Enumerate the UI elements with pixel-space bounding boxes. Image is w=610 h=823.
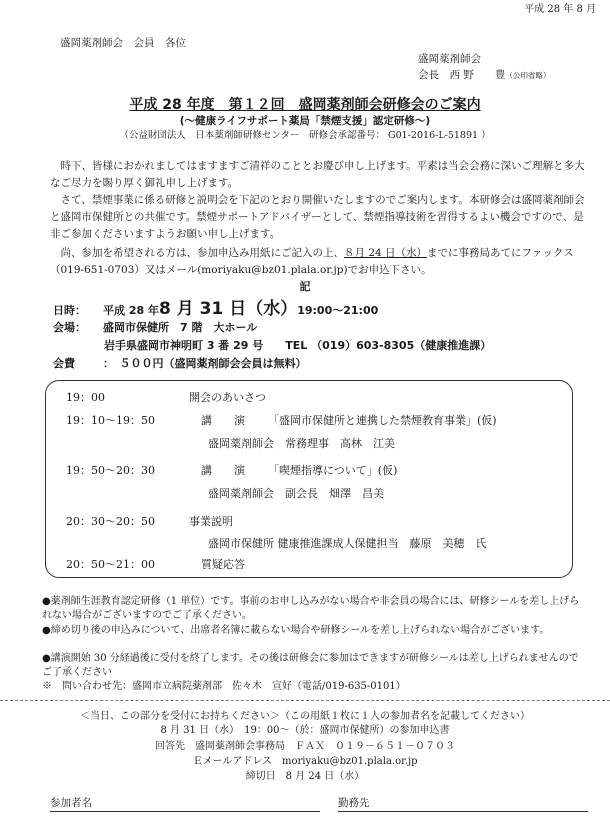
schedule-item-label: 事業説明 [189, 515, 233, 528]
schedule-item-label: 講 演 [201, 414, 245, 427]
document-date: 平成 28 年 8 月 [524, 4, 596, 15]
lecture-title: 「喫煙指導について」(仮) [268, 464, 398, 477]
application-text-b: までに事務局あてにファックス（019-651-0703）又はメール(moriyaku@bz01.plala.or.jp)でお申込下さい。 [50, 247, 574, 276]
schedule-item-label: 質疑応答 [201, 558, 245, 571]
schedule-item-label: 講 演 [201, 464, 245, 477]
fee-label: 会費 [53, 357, 75, 370]
venue-address: 岩手県盛岡市神明町 3 番 29 号 [104, 339, 264, 352]
sender-name-text: 会長 西 野 豊 [418, 69, 506, 81]
speaker-name: 盛岡薬剤師会 常務理事 高林 江美 [208, 437, 395, 450]
fee-value: ： ５００円（盛岡薬剤師会会員は無料） [103, 357, 307, 370]
application-paragraph [50, 245, 585, 279]
form-title: 8 月 31 日（水） 19：00〜（於：盛岡市保健所）の参加申込書 [160, 725, 450, 736]
participant-name-label: 参加者名 [50, 797, 92, 809]
form-email: Ｅメールアドレス moriyaku@bz01.plala.or.jp [192, 756, 418, 767]
lecture-title: 「盛岡市保健所と連携した禁煙教育事業」(仮) [268, 414, 497, 427]
greeting-text: 時下、皆様におかれましてはますますご清祥のこととお慶び申し上げます。平素は当会会務に深いご理解と多大なご尽力を賜り厚く御礼申し上げます。 [50, 160, 585, 189]
schedule-box [45, 380, 573, 578]
fee-row [53, 357, 307, 372]
venue-label: 会場： [53, 321, 86, 334]
workplace-label: 勤務先 [338, 797, 370, 809]
form-deadline: 締切日 8 月 24 日（水） [245, 771, 365, 782]
note-item: ●講演開始 30 分経過後に受付を終了します。その後は研修会に参加はできますが研修シールは差し上げられませんのでご了承ください [42, 653, 579, 678]
announcement-text: さて、禁煙事業に係る研修と説明会を下記のとおり開催いたしますのでご案内します。本研修会は盛岡薬剤師会と盛岡市保健所との共催です。禁煙サポートアドバイザーとして、禁煙指導技術を習得するよい機会ですので、是非ご参加くださいますようお願い申し上げます。 [50, 194, 585, 240]
sender-organization: 盛岡薬剤師会 [418, 53, 481, 65]
schedule-time: 20：30〜20：50 [66, 515, 155, 528]
page-title: 平成 28 年度 第１２回 盛岡薬剤師会研修会のご案内 [129, 97, 481, 113]
schedule-time: 19：00 [66, 391, 105, 404]
ki-heading: 記 [299, 280, 311, 293]
schedule-time: 19：50〜20：30 [66, 464, 155, 477]
note-item: ●薬剤師生涯教育認定研修（1 単位）です。事前のお申し込みがない場合や非会員の場合には、研修シールを差し上げられない場合がございますのでご了承ください。 [42, 596, 580, 621]
page-subtitle: (〜健康ライフサポート薬局「禁煙支援」認定研修〜) [179, 115, 431, 127]
event-time: 19:00〜21:00 [297, 304, 379, 317]
form-fax: 回答先 盛岡薬剤師会事務局 ＦＡＸ ０１９－６５１－０７０３ [155, 741, 455, 752]
venue-tel: TEL （019）603-8305（健康推進課） [285, 339, 492, 352]
event-date: 8 月 31 日（水） [158, 299, 298, 319]
date-prefix: 平成 28 年 [103, 304, 159, 317]
seal-omitted-note: （公印省略） [505, 71, 551, 80]
speaker-name: 盛岡市保健所 健康推進課成人保健担当 藤原 美穂 氏 [208, 537, 487, 550]
deadline-date: ８月 24 日（水） [344, 247, 428, 259]
participant-name-field[interactable] [50, 811, 320, 812]
announcement-paragraph [50, 192, 585, 243]
speaker-name: 盛岡薬剤師会 副会長 畑澤 昌美 [208, 487, 384, 500]
sender-name [418, 68, 550, 82]
greeting-paragraph [50, 158, 585, 192]
venue-row [53, 321, 257, 336]
venue-name: 盛岡市保健所 7 階 大ホール [103, 321, 258, 334]
schedule-time: 20：50〜21：00 [66, 558, 155, 571]
recipients: 盛岡薬剤師会 会員 各位 [60, 37, 186, 49]
schedule-time: 19：10〜19：50 [66, 414, 155, 427]
form-instruction: ＜当日、この部分を受付にお持ちください＞（この用紙１枚に１人の参加者名を記載してください） [80, 711, 530, 722]
date-label: 日時： [53, 304, 86, 317]
address-row [104, 339, 491, 354]
cut-line [0, 700, 610, 701]
schedule-item-label: 開会のあいさつ [189, 391, 266, 404]
note-item: ●締め切り後の申込みについて、出席者名簿に載らない場合や研修シールを差し上げられない場合がございます。 [42, 625, 550, 636]
application-text-a: 尚、参加を希望される方は、参加申込み用紙にご記入の上、 [60, 247, 344, 259]
approval-number: （公益財団法人 日本薬剤師研修センター 研修会承認番号： G01-2016-L-51891 ） [119, 130, 491, 141]
event-date-row [53, 298, 378, 321]
note-item: ※ 問い合わせ先：盛岡市立病院薬剤部 佐々木 宣好（電話/019-635-0101） [42, 681, 406, 692]
workplace-field[interactable] [338, 811, 588, 812]
